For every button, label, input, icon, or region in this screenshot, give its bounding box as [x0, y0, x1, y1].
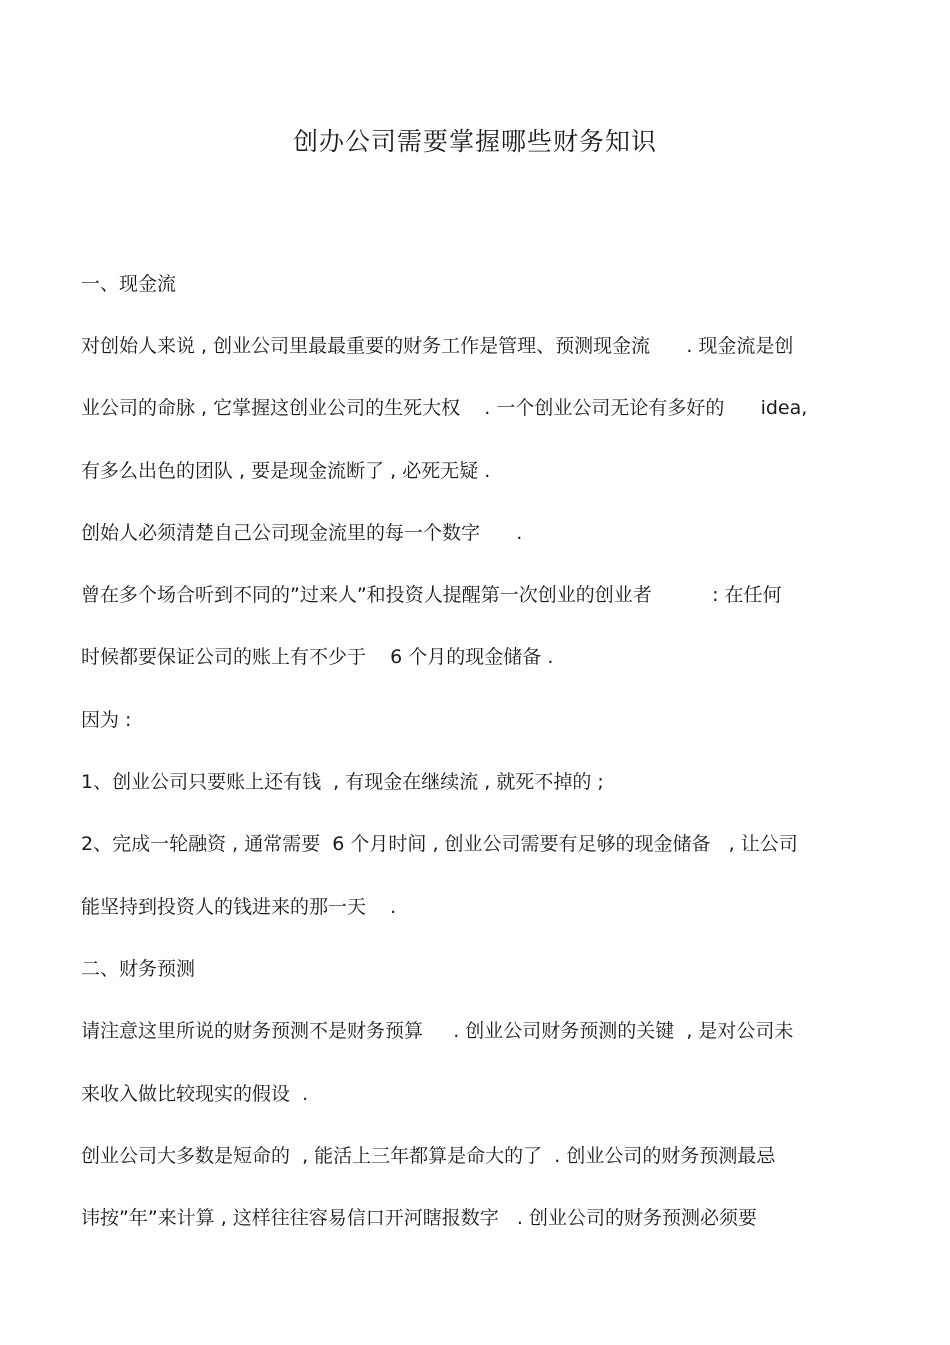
list-item: 1、创业公司只要账上还有钱 , 有现金在继续流 , 就死不掉的 ;	[81, 771, 604, 793]
paragraph-line: 业公司的命脉 , 它掌握这创业公司的生死大权 . 一个创业公司无论有多好的 idea,	[81, 397, 808, 419]
list-item: 2、完成一轮融资 , 通常需要 6 个月时间 , 创业公司需要有足够的现金储备 , 让公司	[81, 833, 798, 855]
section-heading-financial-forecast: 二、财务预测	[81, 958, 196, 980]
paragraph-line: 因为 :	[81, 709, 132, 731]
paragraph-line: 对创始人来说 , 创业公司里最最重要的财务工作是管理、预测现金流 . 现金流是创	[81, 335, 794, 357]
paragraph-line: 曾在多个场合听到不同的”过来人”和投资人提醒第一次创业的创业者 : 在任何	[81, 584, 782, 606]
section-heading-cash-flow: 一、现金流	[81, 273, 177, 295]
paragraph-line: 请注意这里所说的财务预测不是财务预算 . 创业公司财务预测的关键 , 是对公司未	[81, 1020, 794, 1042]
paragraph-line: 来收入做比较现实的假设 .	[81, 1083, 309, 1105]
paragraph-line: 创业公司大多数是短命的 , 能活上三年都算是命大的了 . 创业公司的财务预测最忌	[81, 1145, 776, 1167]
paragraph-line: 讳按”年”来计算 , 这样往往容易信口开河瞎报数字 . 创业公司的财务预测必须要	[81, 1207, 758, 1229]
paragraph-line: 有多么出色的团队 , 要是现金流断了 , 必死无疑 .	[81, 460, 491, 482]
paragraph-line: 能坚持到投资人的钱进来的那一天 .	[81, 896, 397, 918]
paragraph-line: 创始人必须清楚自己公司现金流里的每一个数字 .	[81, 522, 523, 544]
paragraph-line: 时候都要保证公司的账上有不少于 6 个月的现金储备 .	[81, 646, 554, 668]
page-title: 创办公司需要掌握哪些财务知识	[292, 127, 657, 156]
